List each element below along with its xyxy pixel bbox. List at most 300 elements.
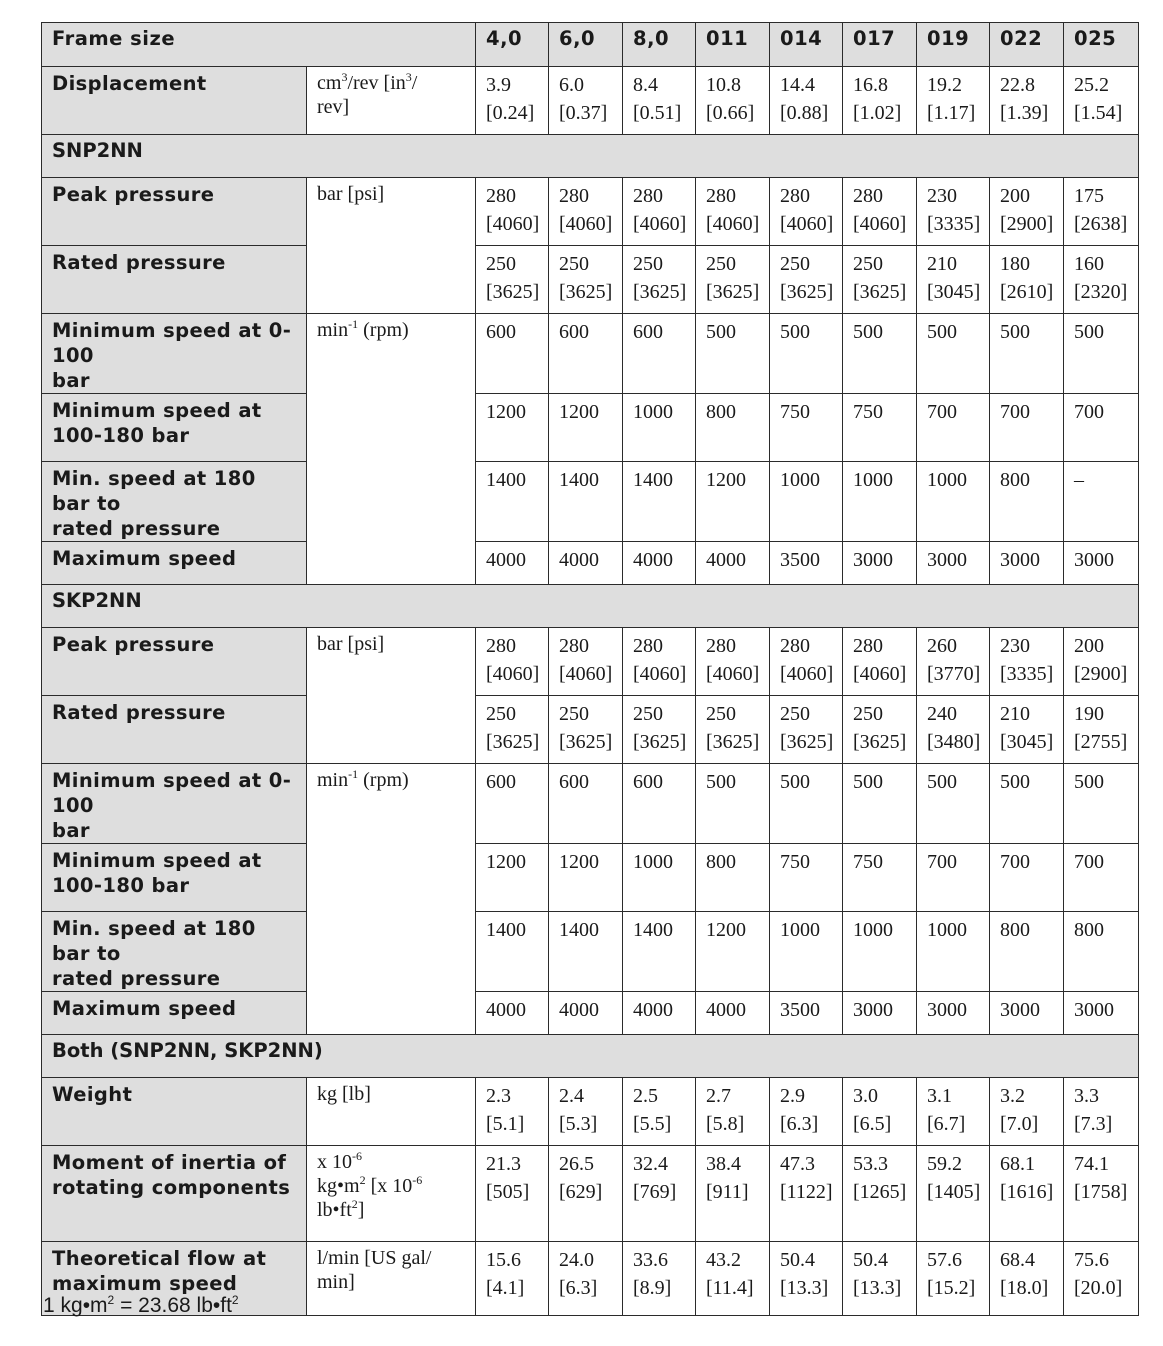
row-label-text: Minimum speed at [52,849,262,872]
unit-superscript: 2 [359,1173,366,1187]
value-imperial: [2900] [1074,663,1128,685]
unit-line [317,632,465,656]
value-imperial: [13.3] [853,1277,902,1299]
value-imperial: [3045] [1000,731,1054,753]
value-main: 6.0 [559,74,584,96]
value-main: 700 [927,401,957,423]
value-imperial: [6.3] [780,1113,819,1135]
value-main: 1000 [633,851,673,873]
value-main: 210 [1000,703,1030,725]
row-label-text: Weight [52,1083,133,1106]
value-main: 53.3 [853,1153,888,1175]
value-cell [623,314,696,394]
value-main: 160 [1074,253,1104,275]
value-main: 1400 [633,469,673,491]
value-imperial: [20.0] [1074,1277,1123,1299]
frame-size-cell: 6,0 [549,23,623,67]
value-main: 3000 [1074,999,1114,1021]
value-main: 250 [853,253,883,275]
value-cell [549,178,623,246]
row-label-text: Displacement [52,72,207,95]
value-cell [549,1146,623,1242]
value-cell [917,394,990,462]
value-main: 250 [486,253,516,275]
value-cell [696,246,770,314]
value-imperial: [3625] [633,281,687,303]
value-cell [1064,394,1139,462]
value-main: 240 [927,703,957,725]
row-label [42,628,307,696]
value-main: 280 [559,185,589,207]
value-main: 57.6 [927,1249,962,1271]
value-main: 250 [559,703,589,725]
value-imperial: [2755] [1074,731,1128,753]
value-imperial: [5.3] [559,1113,598,1135]
value-imperial: [4060] [853,213,907,235]
value-cell [770,246,843,314]
row-label [42,542,307,585]
value-main: 500 [780,771,810,793]
value-main: 2.3 [486,1085,511,1107]
row-label [42,67,307,135]
value-cell [696,67,770,135]
value-main: 3000 [853,999,893,1021]
value-main: 250 [706,253,736,275]
value-imperial: [2638] [1074,213,1128,235]
unit-line [317,182,465,206]
value-imperial: [1122] [780,1181,833,1203]
value-cell [1064,314,1139,394]
moment-of-inertia-row [42,1146,1139,1242]
row-label-text: Peak pressure [52,183,215,206]
frame-size-header-row [42,23,1139,67]
value-cell [476,696,549,764]
value-main: 280 [633,635,663,657]
value-main: 200 [1000,185,1030,207]
value-main: 700 [927,851,957,873]
value-cell [623,912,696,992]
value-cell [623,178,696,246]
value-main: 1000 [927,919,967,941]
value-imperial: [3625] [780,731,834,753]
value-imperial: [1.39] [1000,102,1049,124]
value-imperial: [1265] [853,1181,907,1203]
value-imperial: [4060] [486,213,540,235]
value-cell [843,178,917,246]
rated-pressure-row [42,246,1139,314]
value-main: 280 [853,635,883,657]
value-main: 4000 [706,549,746,571]
value-cell [1064,1146,1139,1242]
row-label [42,1146,307,1242]
unit-line [317,1082,465,1106]
value-imperial: [1.17] [927,102,976,124]
value-main: 600 [559,321,589,343]
unit-cell [307,764,476,1035]
unit-superscript: -6 [412,1173,423,1187]
value-main: 280 [706,185,736,207]
value-cell [990,462,1064,542]
value-main: 4000 [706,999,746,1021]
value-main: – [1074,469,1084,491]
value-imperial: [3335] [1000,663,1054,685]
value-imperial: [6.7] [927,1113,966,1135]
value-cell [476,912,549,992]
unit-line [317,768,465,792]
value-main: 500 [706,321,736,343]
value-cell [1064,178,1139,246]
value-imperial: [1.54] [1074,102,1123,124]
value-main: 280 [780,635,810,657]
value-imperial: [3625] [853,731,907,753]
unit-cell [307,67,476,135]
value-main: 3.9 [486,74,511,96]
row-label [42,246,307,314]
value-imperial: [1758] [1074,1181,1128,1203]
value-cell [549,628,623,696]
value-imperial: [3045] [927,281,981,303]
unit-cell [307,628,476,764]
value-main: 3.2 [1000,1085,1025,1107]
value-main: 250 [853,703,883,725]
value-cell [1064,992,1139,1035]
value-imperial: [3625] [780,281,834,303]
value-main: 3.0 [853,1085,878,1107]
value-main: 600 [486,321,516,343]
value-main: 280 [486,635,516,657]
value-cell [476,992,549,1035]
value-imperial: [4060] [780,663,834,685]
value-main: 230 [1000,635,1030,657]
value-imperial: [4060] [780,213,834,235]
row-label-text: Minimum speed at 0-100 [52,769,292,817]
min-speed-100-180-row [42,394,1139,462]
value-cell [917,314,990,394]
value-cell [1064,1242,1139,1316]
value-main: 250 [780,703,810,725]
section-title: Both (SNP2NN, SKP2NN) [42,1035,1139,1078]
section-header-row [42,1035,1139,1078]
weight-row [42,1078,1139,1146]
value-cell [843,912,917,992]
value-cell [843,462,917,542]
value-main: 500 [853,771,883,793]
value-main: 1000 [780,469,820,491]
value-cell [770,844,843,912]
unit-line [317,1150,465,1174]
value-main: 43.2 [706,1249,741,1271]
row-label-text: bar [52,369,90,392]
value-main: 4000 [633,999,673,1021]
row-label [42,462,307,542]
value-imperial: [1616] [1000,1181,1054,1203]
displacement-row [42,67,1139,135]
value-main: 4000 [559,549,599,571]
value-imperial: [3625] [706,731,760,753]
value-main: 3000 [1000,549,1040,571]
unit-text: cm [317,72,342,94]
value-cell [476,764,549,844]
frame-size-cell: 011 [696,23,770,67]
row-label-text: 100-180 bar [52,424,190,447]
value-cell [623,1146,696,1242]
value-imperial: [3625] [559,731,613,753]
value-cell [1064,542,1139,585]
value-imperial: [3625] [853,281,907,303]
value-cell [990,1146,1064,1242]
value-main: 600 [486,771,516,793]
section-title: SNP2NN [42,135,1139,178]
value-imperial: [3770] [927,663,981,685]
value-main: 50.4 [853,1249,888,1271]
value-cell [549,1242,623,1316]
value-main: 1200 [559,401,599,423]
value-main: 2.4 [559,1085,584,1107]
row-label-text: Min. speed at 180 bar to [52,467,256,515]
value-main: 1400 [486,919,526,941]
value-main: 3000 [927,999,967,1021]
frame-size-cell: 025 [1064,23,1139,67]
value-cell [843,1078,917,1146]
value-cell [696,542,770,585]
value-imperial: [911] [706,1181,749,1203]
value-main: 700 [1000,851,1030,873]
value-main: 22.8 [1000,74,1035,96]
value-main: 2.9 [780,1085,805,1107]
value-cell [1064,67,1139,135]
value-cell [843,542,917,585]
value-cell [1064,462,1139,542]
value-cell [1064,764,1139,844]
value-cell [917,67,990,135]
value-cell [770,394,843,462]
row-label-text: rated pressure [52,967,221,990]
row-label [42,844,307,912]
frame-size-cell: 4,0 [476,23,549,67]
unit-superscript: 2 [351,1197,358,1211]
value-main: 3000 [927,549,967,571]
value-imperial: [5.5] [633,1113,672,1135]
value-cell [1064,912,1139,992]
maximum-speed-row [42,992,1139,1035]
value-cell [770,1146,843,1242]
unit-superscript: 3 [341,70,348,84]
footnote-sup: 2 [107,1293,115,1307]
value-cell [696,628,770,696]
value-main: 800 [706,401,736,423]
value-cell [1064,1078,1139,1146]
value-cell [843,844,917,912]
value-main: 1400 [486,469,526,491]
unit-text: x 10 [317,1151,352,1173]
value-cell [623,1242,696,1316]
value-main: 1000 [853,469,893,491]
value-main: 50.4 [780,1249,815,1271]
value-main: 230 [927,185,957,207]
unit-cell [307,178,476,314]
value-cell [623,67,696,135]
unit-conversion-footnote [43,1294,239,1318]
value-cell [549,462,623,542]
value-main: 175 [1074,185,1104,207]
value-main: 500 [1074,321,1104,343]
value-main: 1400 [559,469,599,491]
value-main: 24.0 [559,1249,594,1271]
value-cell [476,314,549,394]
value-main: 800 [1074,919,1104,941]
value-main: 250 [633,703,663,725]
value-cell [696,1146,770,1242]
row-label-text: maximum speed [52,1272,238,1295]
section-title: SKP2NN [42,585,1139,628]
row-label-text: Minimum speed at [52,399,262,422]
unit-line [317,71,465,95]
value-cell [990,912,1064,992]
row-label [42,394,307,462]
row-label-text: Peak pressure [52,633,215,656]
value-imperial: [4060] [486,663,540,685]
value-imperial: [3625] [633,731,687,753]
value-cell [549,764,623,844]
value-main: 180 [1000,253,1030,275]
value-cell [917,696,990,764]
unit-text: rev] [317,96,350,118]
value-main: 19.2 [927,74,962,96]
row-label-text: Minimum speed at 0-100 [52,319,292,367]
value-main: 1400 [559,919,599,941]
value-main: 15.6 [486,1249,521,1271]
value-main: 4000 [486,999,526,1021]
unit-text: min [317,769,349,791]
min-speed-0-100-row [42,764,1139,844]
value-cell [549,67,623,135]
value-main: 3500 [780,549,820,571]
value-cell [696,394,770,462]
value-imperial: [4060] [706,213,760,235]
value-imperial: [18.0] [1000,1277,1049,1299]
value-cell [990,314,1064,394]
value-imperial: [4060] [633,213,687,235]
min-speed-100-180-row [42,844,1139,912]
value-cell [696,1078,770,1146]
footnote-text: = 23.68 lb•ft [114,1294,232,1317]
value-cell [917,1078,990,1146]
value-cell [843,246,917,314]
value-main: 4000 [486,549,526,571]
value-main: 25.2 [1074,74,1109,96]
row-label [42,178,307,246]
value-main: 1000 [927,469,967,491]
value-cell [1064,696,1139,764]
unit-line [317,1174,465,1198]
row-label-text: Moment of inertia of [52,1151,287,1174]
value-main: 280 [486,185,516,207]
value-main: 59.2 [927,1153,962,1175]
value-cell [476,462,549,542]
value-imperial: [0.37] [559,102,608,124]
value-cell [476,394,549,462]
value-main: 3.3 [1074,1085,1099,1107]
value-imperial: [0.24] [486,102,535,124]
value-main: 250 [559,253,589,275]
value-cell [476,1146,549,1242]
frame-size-cell: 8,0 [623,23,696,67]
value-cell [843,1242,917,1316]
value-main: 3000 [1074,549,1114,571]
value-imperial: [5.8] [706,1113,745,1135]
value-cell [990,67,1064,135]
value-main: 1400 [633,919,673,941]
value-main: 1200 [706,469,746,491]
value-cell [476,67,549,135]
value-cell [770,1078,843,1146]
value-imperial: [13.3] [780,1277,829,1299]
value-main: 2.7 [706,1085,731,1107]
unit-superscript: -1 [348,767,359,781]
value-main: 190 [1074,703,1104,725]
unit-text: min [317,319,349,341]
value-cell [623,992,696,1035]
value-main: 14.4 [780,74,815,96]
row-label-text: Rated pressure [52,251,226,274]
value-cell [549,992,623,1035]
value-cell [770,912,843,992]
value-cell [476,1242,549,1316]
value-main: 68.1 [1000,1153,1035,1175]
value-main: 800 [1000,469,1030,491]
value-main: 2.5 [633,1085,658,1107]
value-cell [696,696,770,764]
value-main: 800 [1000,919,1030,941]
value-imperial: [4060] [559,213,613,235]
value-main: 8.4 [633,74,658,96]
value-main: 280 [780,185,810,207]
value-cell [549,314,623,394]
value-cell [917,1146,990,1242]
value-cell [476,628,549,696]
value-cell [476,1078,549,1146]
value-cell [1064,628,1139,696]
value-imperial: [3625] [706,281,760,303]
value-cell [770,542,843,585]
value-cell [696,462,770,542]
value-main: 26.5 [559,1153,594,1175]
value-cell [917,764,990,844]
frame-size-cell: 017 [843,23,917,67]
row-label [42,1078,307,1146]
value-main: 1200 [486,401,526,423]
value-main: 32.4 [633,1153,668,1175]
value-imperial: [3625] [559,281,613,303]
row-label-text: 100-180 bar [52,874,190,897]
unit-cell [307,314,476,585]
value-main: 750 [780,401,810,423]
value-cell [549,1078,623,1146]
value-main: 600 [633,771,663,793]
value-cell [770,67,843,135]
value-cell [843,696,917,764]
value-main: 200 [1074,635,1104,657]
value-cell [843,992,917,1035]
value-cell [696,1242,770,1316]
value-main: 500 [1000,321,1030,343]
specification-table [41,22,1139,1316]
value-cell [917,992,990,1035]
value-imperial: [2320] [1074,281,1128,303]
unit-line [317,1198,465,1222]
value-main: 33.6 [633,1249,668,1271]
row-label-text: Rated pressure [52,701,226,724]
